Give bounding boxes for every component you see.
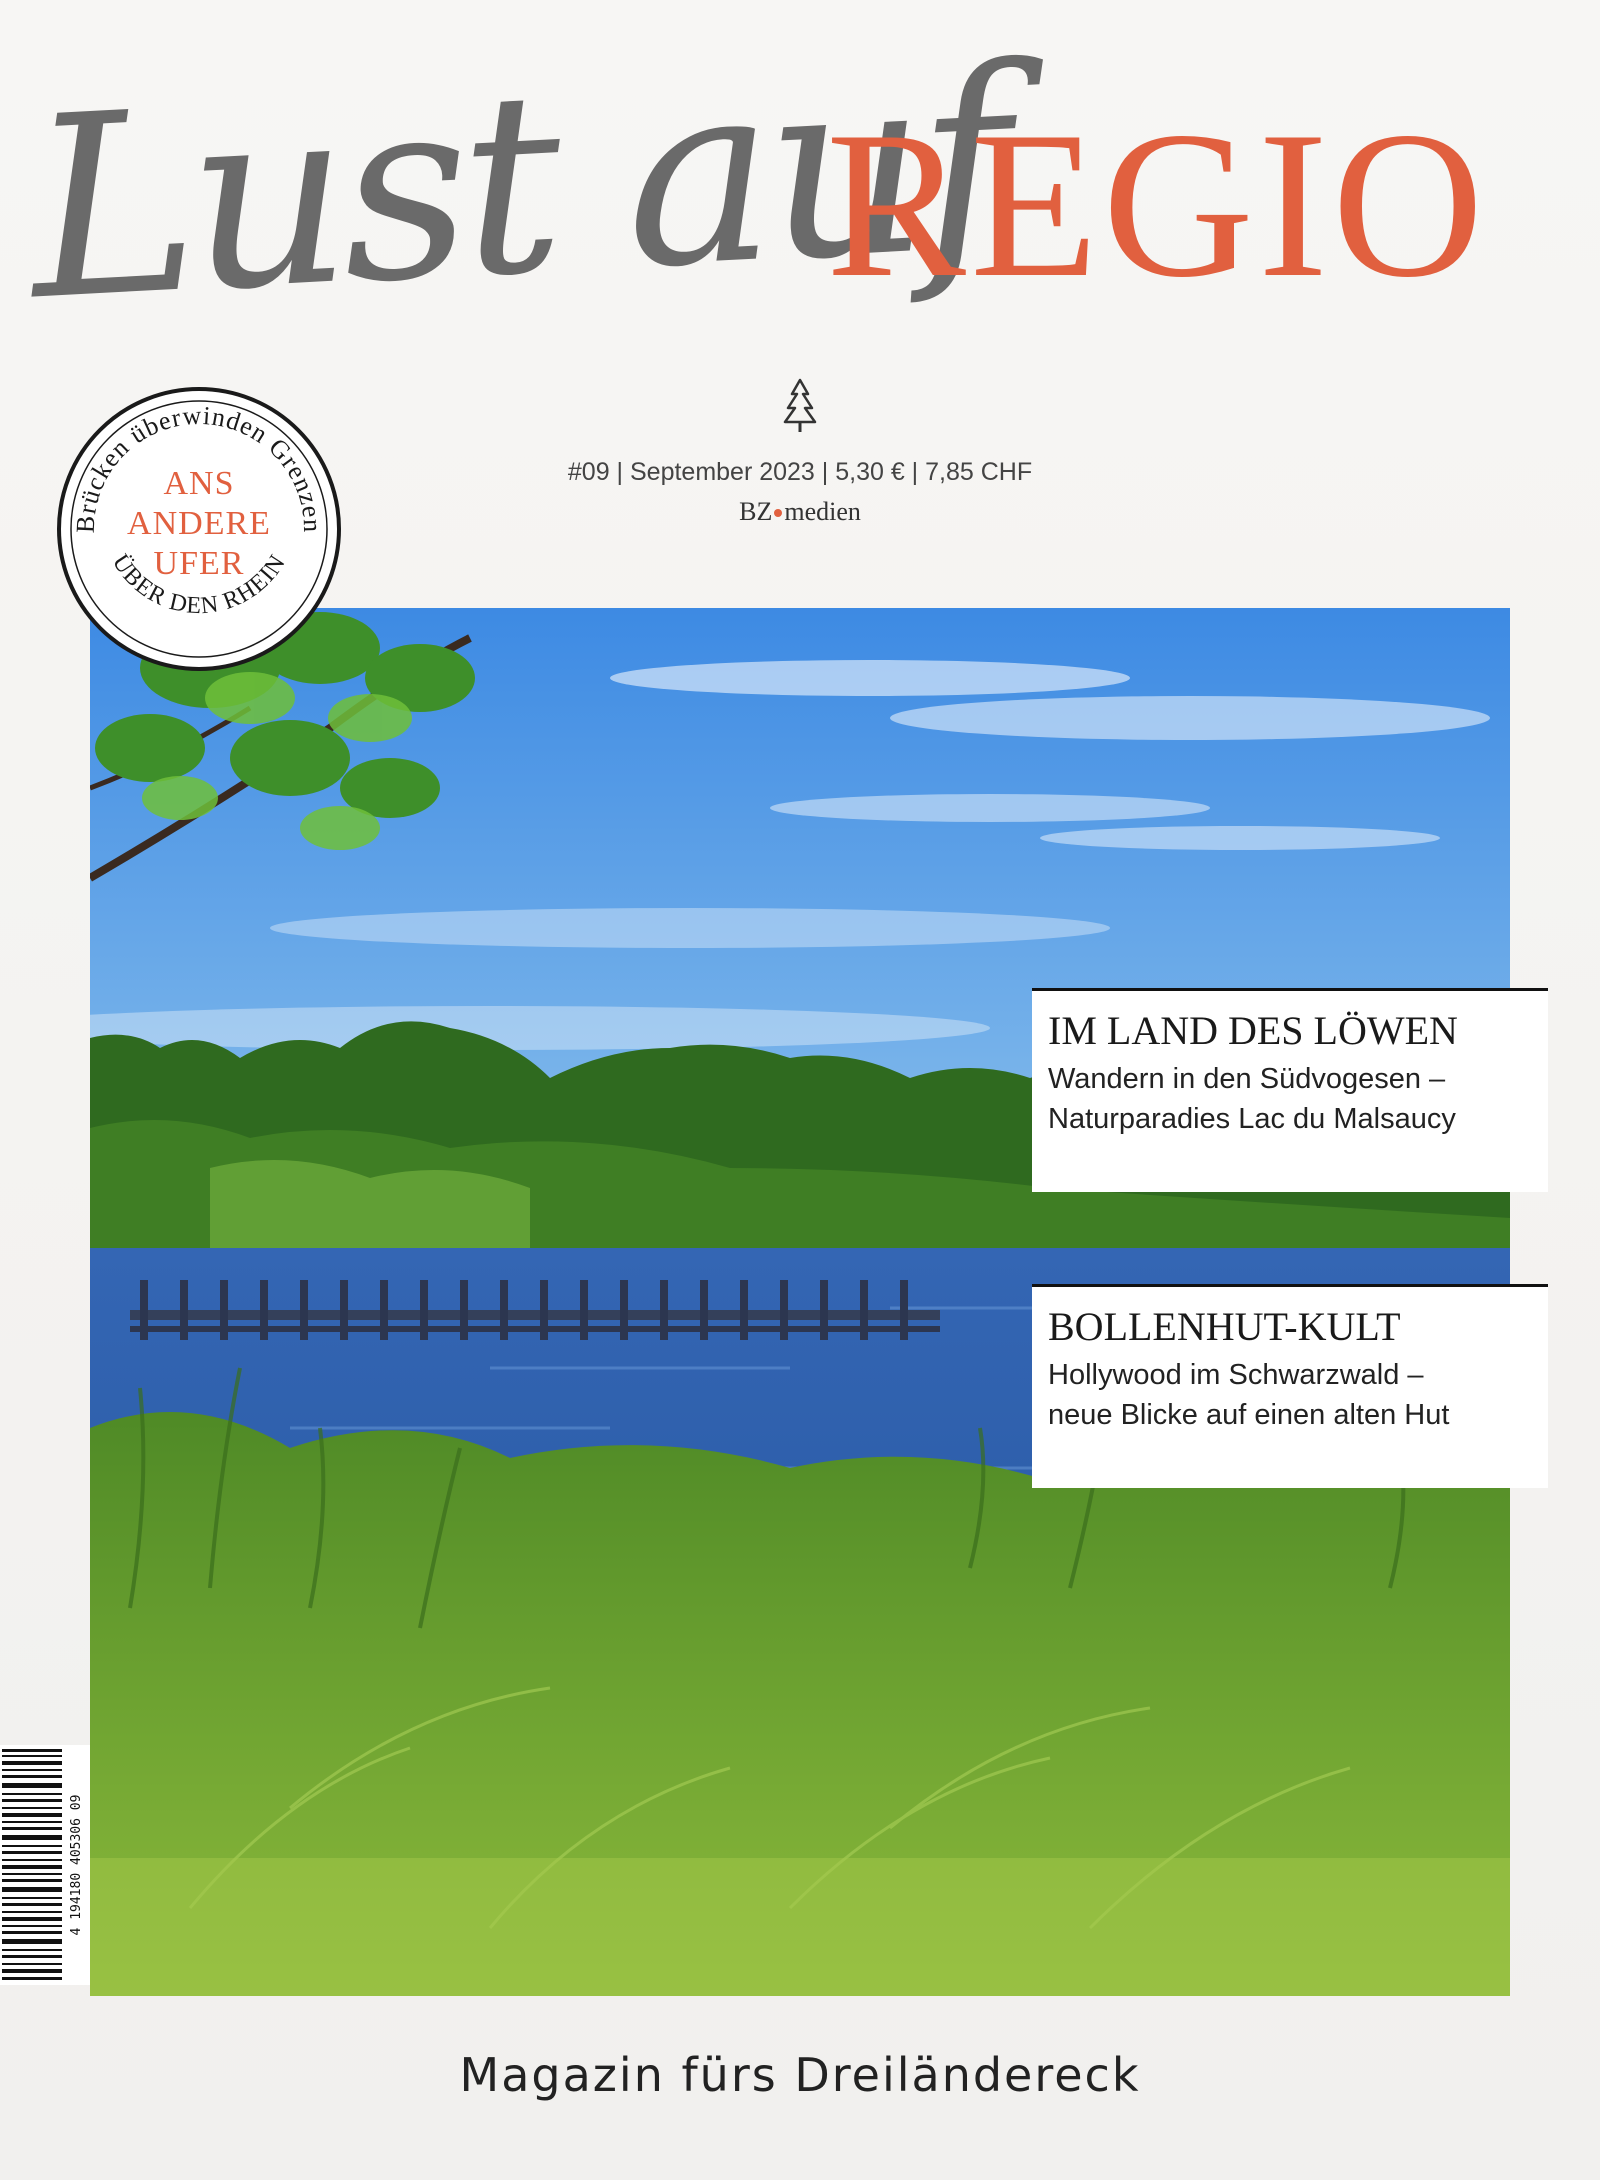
publisher-name-a: BZ [739,497,773,526]
stamp-badge [54,384,344,674]
masthead-script: Lust auf [23,13,1011,356]
stamp-line-2: ANDERE [127,505,271,542]
teaser-line-2: neue Blicke auf einen alten Hut [1048,1399,1450,1431]
publisher-name-b: medien [784,497,861,526]
teaser-line-1: Wandern in den Südvogesen – [1048,1063,1446,1095]
tagline: Magazin fürs Dreiländereck [459,2048,1141,2102]
stamp-ring-bottom: ÜBER DEN RHEIN [106,549,292,620]
stamp-line-3: UFER [153,545,245,582]
teaser-headline: BOLLENHUT-KULT [1048,1304,1401,1349]
publisher-dot [774,509,782,517]
barcode-digits: 4 194180 405306 09 [69,1794,84,1936]
publisher-logo [650,497,950,527]
masthead-title: REGIO [826,89,1488,321]
teaser-line-1: Hollywood im Schwarzwald – [1048,1359,1424,1391]
tree-icon [780,378,820,434]
teaser-subline [1048,1059,1534,1139]
stamp-line-1: ANS [163,465,235,502]
issue-info: #09 | September 2023 | 5,30 € | 7,85 CHF [567,458,1033,486]
teaser-bollenhut [1032,1284,1548,1488]
teaser-subline [1048,1355,1534,1435]
stamp-center-text [54,464,344,584]
teaser-headline: IM LAND DES LÖWEN [1048,1008,1458,1053]
teaser-line-2: Naturparadies Lac du Malsaucy [1048,1103,1456,1135]
barcode [0,1745,90,1985]
stamp-ring-top: Brücken überwinden Grenzen [70,400,328,534]
teaser-lowen [1032,988,1548,1192]
